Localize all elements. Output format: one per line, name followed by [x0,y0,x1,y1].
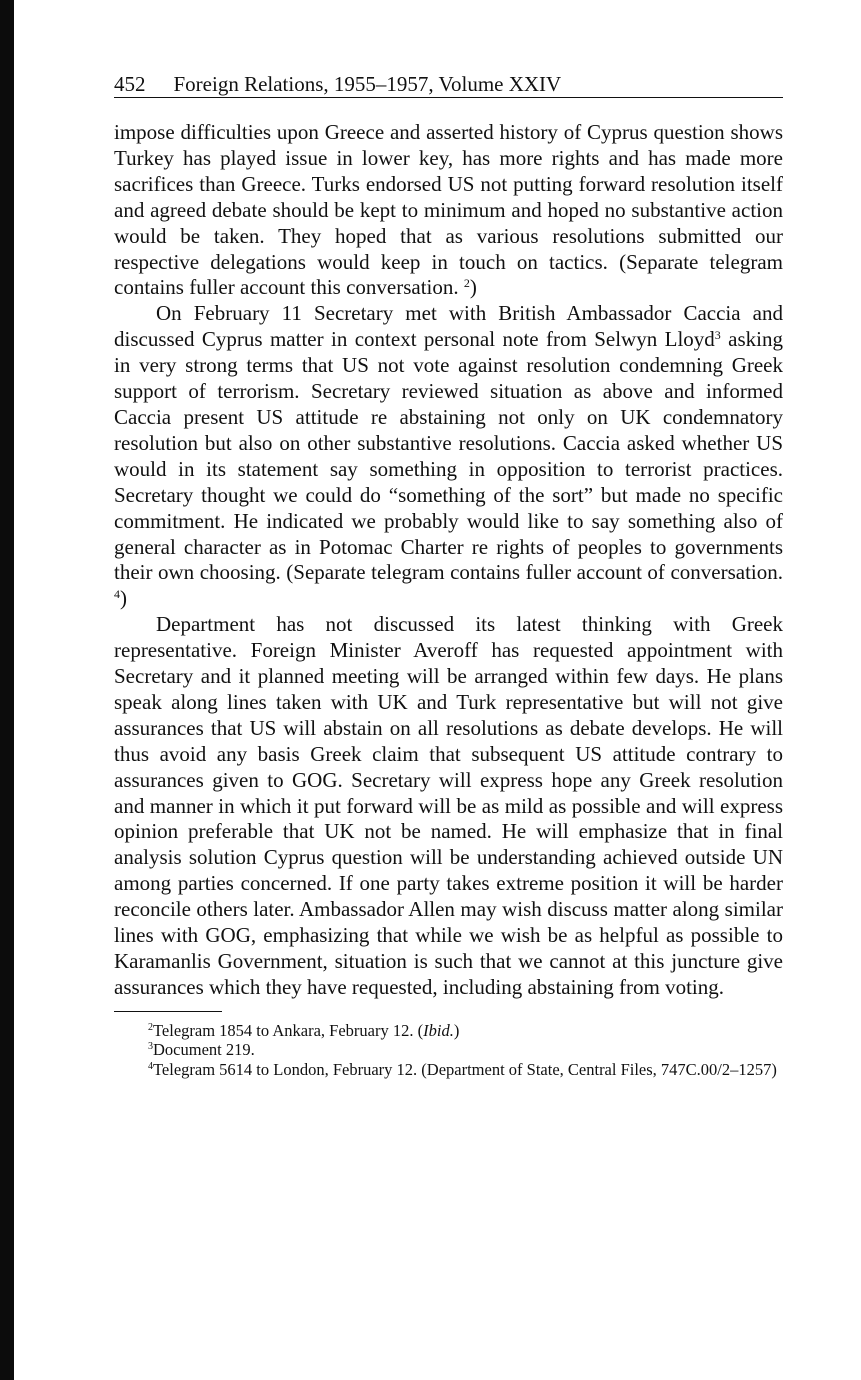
volume-title: Foreign Relations, 1955–1957, Volume XXIV [173,72,562,96]
paragraph-2-text-a: On February 11 Secretary met with British Ambassador Caccia and discussed Cyprus matter in context personal note from Selwyn Lloyd [114,301,783,352]
footnote-2-italic: Ibid. [423,1020,454,1040]
paragraph-1 [114,120,783,301]
document-page [114,72,783,1079]
footnote-2-number: 2 [148,1021,153,1033]
paragraph-2 [114,301,783,612]
footnote-3-number: 3 [148,1041,153,1053]
footnote-ref-2: 2 [463,276,470,291]
paragraph-1-text: impose difficulties upon Greece and asserted history of Cyprus question shows Turkey has played issue in lower key, has more rights and has made more sacrifices than Greece. Turks endorsed US not putting forward resolution itself and agreed debate should be kept to minimum and hoped no substantive action would be taken. They hoped that as various resolutions submitted our respective delegations would keep in touch on tactics. (Separate telegram contains fuller account this conversation. [114,120,783,300]
footnote-ref-4: 4 [114,587,120,602]
footnotes [114,1021,783,1080]
footnote-4 [114,1060,783,1080]
footnote-4-text: Telegram 5614 to London, February 12. (Department of State, Central Files, 747C.00/2–1257) [153,1059,777,1079]
running-head [114,72,783,98]
footnote-ref-3: 3 [714,328,721,343]
paragraph-3 [114,612,783,1001]
body-text [114,120,783,1001]
footnote-2 [114,1021,783,1041]
footnote-3 [114,1040,783,1060]
page-number: 452 [114,72,146,96]
paragraph-1-tail: ) [469,275,477,300]
footnote-2-text: Telegram 1854 to Ankara, February 12. ( [153,1020,424,1040]
paragraph-3-text: Department has not discussed its latest thinking with Greek representative. Foreign Minister Averoff has requested appointment with Secretary and it planned meeting will be arranged within few days. He plans speak along lines taken with UK and Turk representative but will not give assurances that US will abstain on all resolutions as debate develops. He will thus avoid any basis Greek claim that subsequent US attitude contrary to assurances given to GOG. Secretary will express hope any Greek resolution and manner in which it put forward will be as mild as possible and will express opinion preferable that UK not be named. He will emphasize that in final analysis solution Cyprus question will be understanding achieved outside UN among parties concerned. If one party takes extreme position it will be harder reconcile others later. Ambassador Allen may wish discuss matter along similar lines with GOG, emphasizing that while we wish be as helpful as possible to Karamanlis Government, situation is such that we cannot at this juncture give assurances which they have requested, including abstaining from voting. [114,612,783,999]
scan-edge [0,0,14,1380]
footnote-3-text: Document 219. [153,1040,255,1060]
footnote-2-tail: ) [453,1020,460,1040]
paragraph-2-text-b: asking in very strong terms that US not vote against resolution condemning Greek support of terrorism. Secretary reviewed situation as above and informed Caccia present US attitude re abstaining not only on UK condemnatory resolution but also on other substantive resolutions. Caccia asked whether US would in its statement say something in opposition to terrorist practices. Secretary thought we could do “something of the sort” but made no specific commitment. He indicated we probably would like to say something also of general character as in Potomac Charter re rights of peoples to governments their own choosing. (Separate telegram contains fuller account of conversation. [114,327,784,585]
paragraph-2-tail: ) [120,586,127,611]
footnote-divider [114,1011,222,1012]
footnote-4-number: 4 [148,1060,153,1072]
